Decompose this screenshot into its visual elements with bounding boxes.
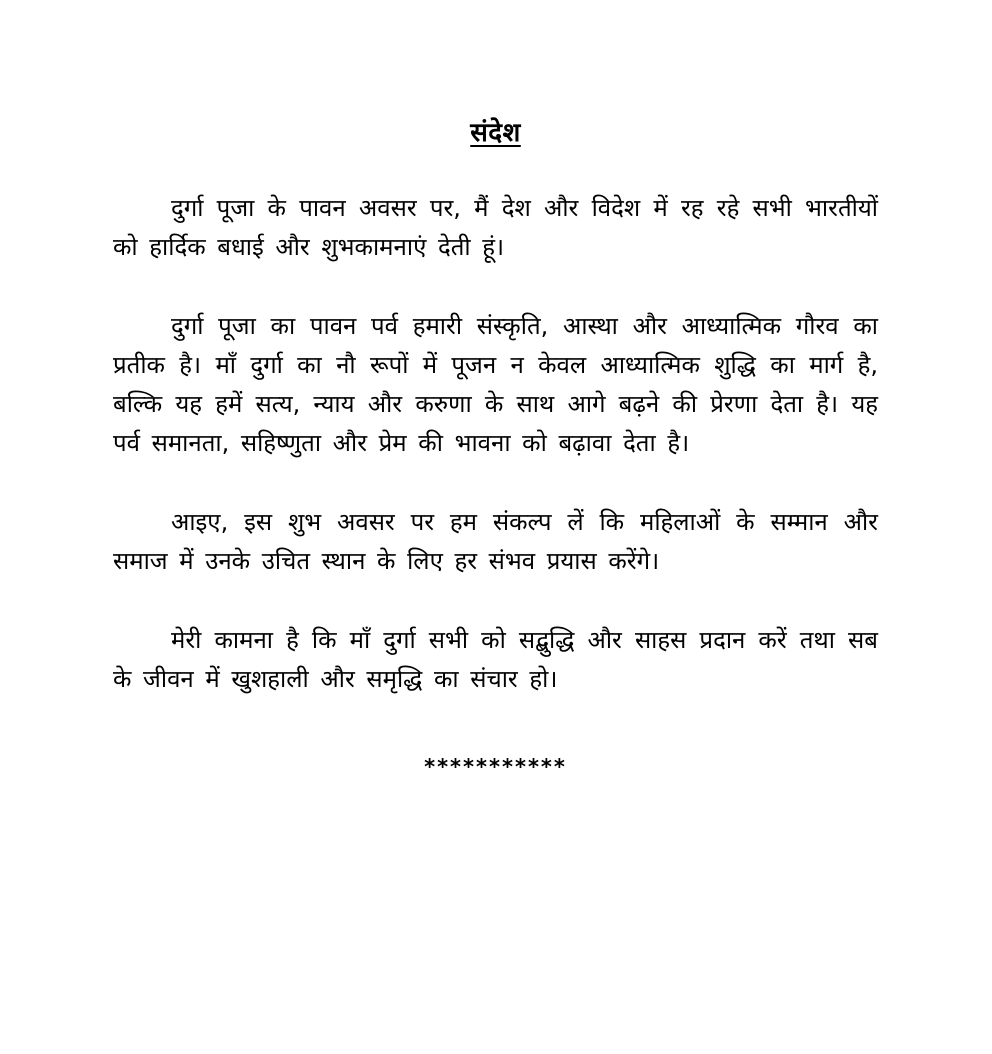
paragraph-greeting: दुर्गा पूजा के पावन अवसर पर, मैं देश और विदेश में रह रहे सभी भारतीयों को हार्दिक बधाई और शुभकामनाएं देती हूं।	[113, 194, 878, 261]
document-title: संदेश	[470, 118, 521, 148]
paragraph-wishes: मेरी कामना है कि माँ दुर्गा सभी को सद्बुद्धि और साहस प्रदान करें तथा सब के जीवन में खुशहाली और समृद्धि का संचार हो।	[113, 626, 878, 693]
paragraph-resolution: आइए, इस शुभ अवसर पर हम संकल्प लें कि महिलाओं के सम्मान और समाज में उनके उचित स्थान के लिए हर संभव प्रयास करेंगे।	[113, 508, 878, 575]
paragraph-festival-significance: दुर्गा पूजा का पावन पर्व हमारी संस्कृति, आस्था और आध्यात्मिक गौरव का प्रतीक है। माँ दुर्गा का नौ रूपों में पूजन न केवल आध्यात्मिक शुद्धि का मार्ग है, बल्कि यह हमें सत्य, न्याय और करुणा के साथ आगे बढ़ने की प्रेरणा देता है। यह पर्व समानता, सहिष्णुता और प्रेम की भावना को बढ़ावा देता है।	[113, 312, 878, 457]
asterisk-separator: ***********	[424, 755, 567, 779]
